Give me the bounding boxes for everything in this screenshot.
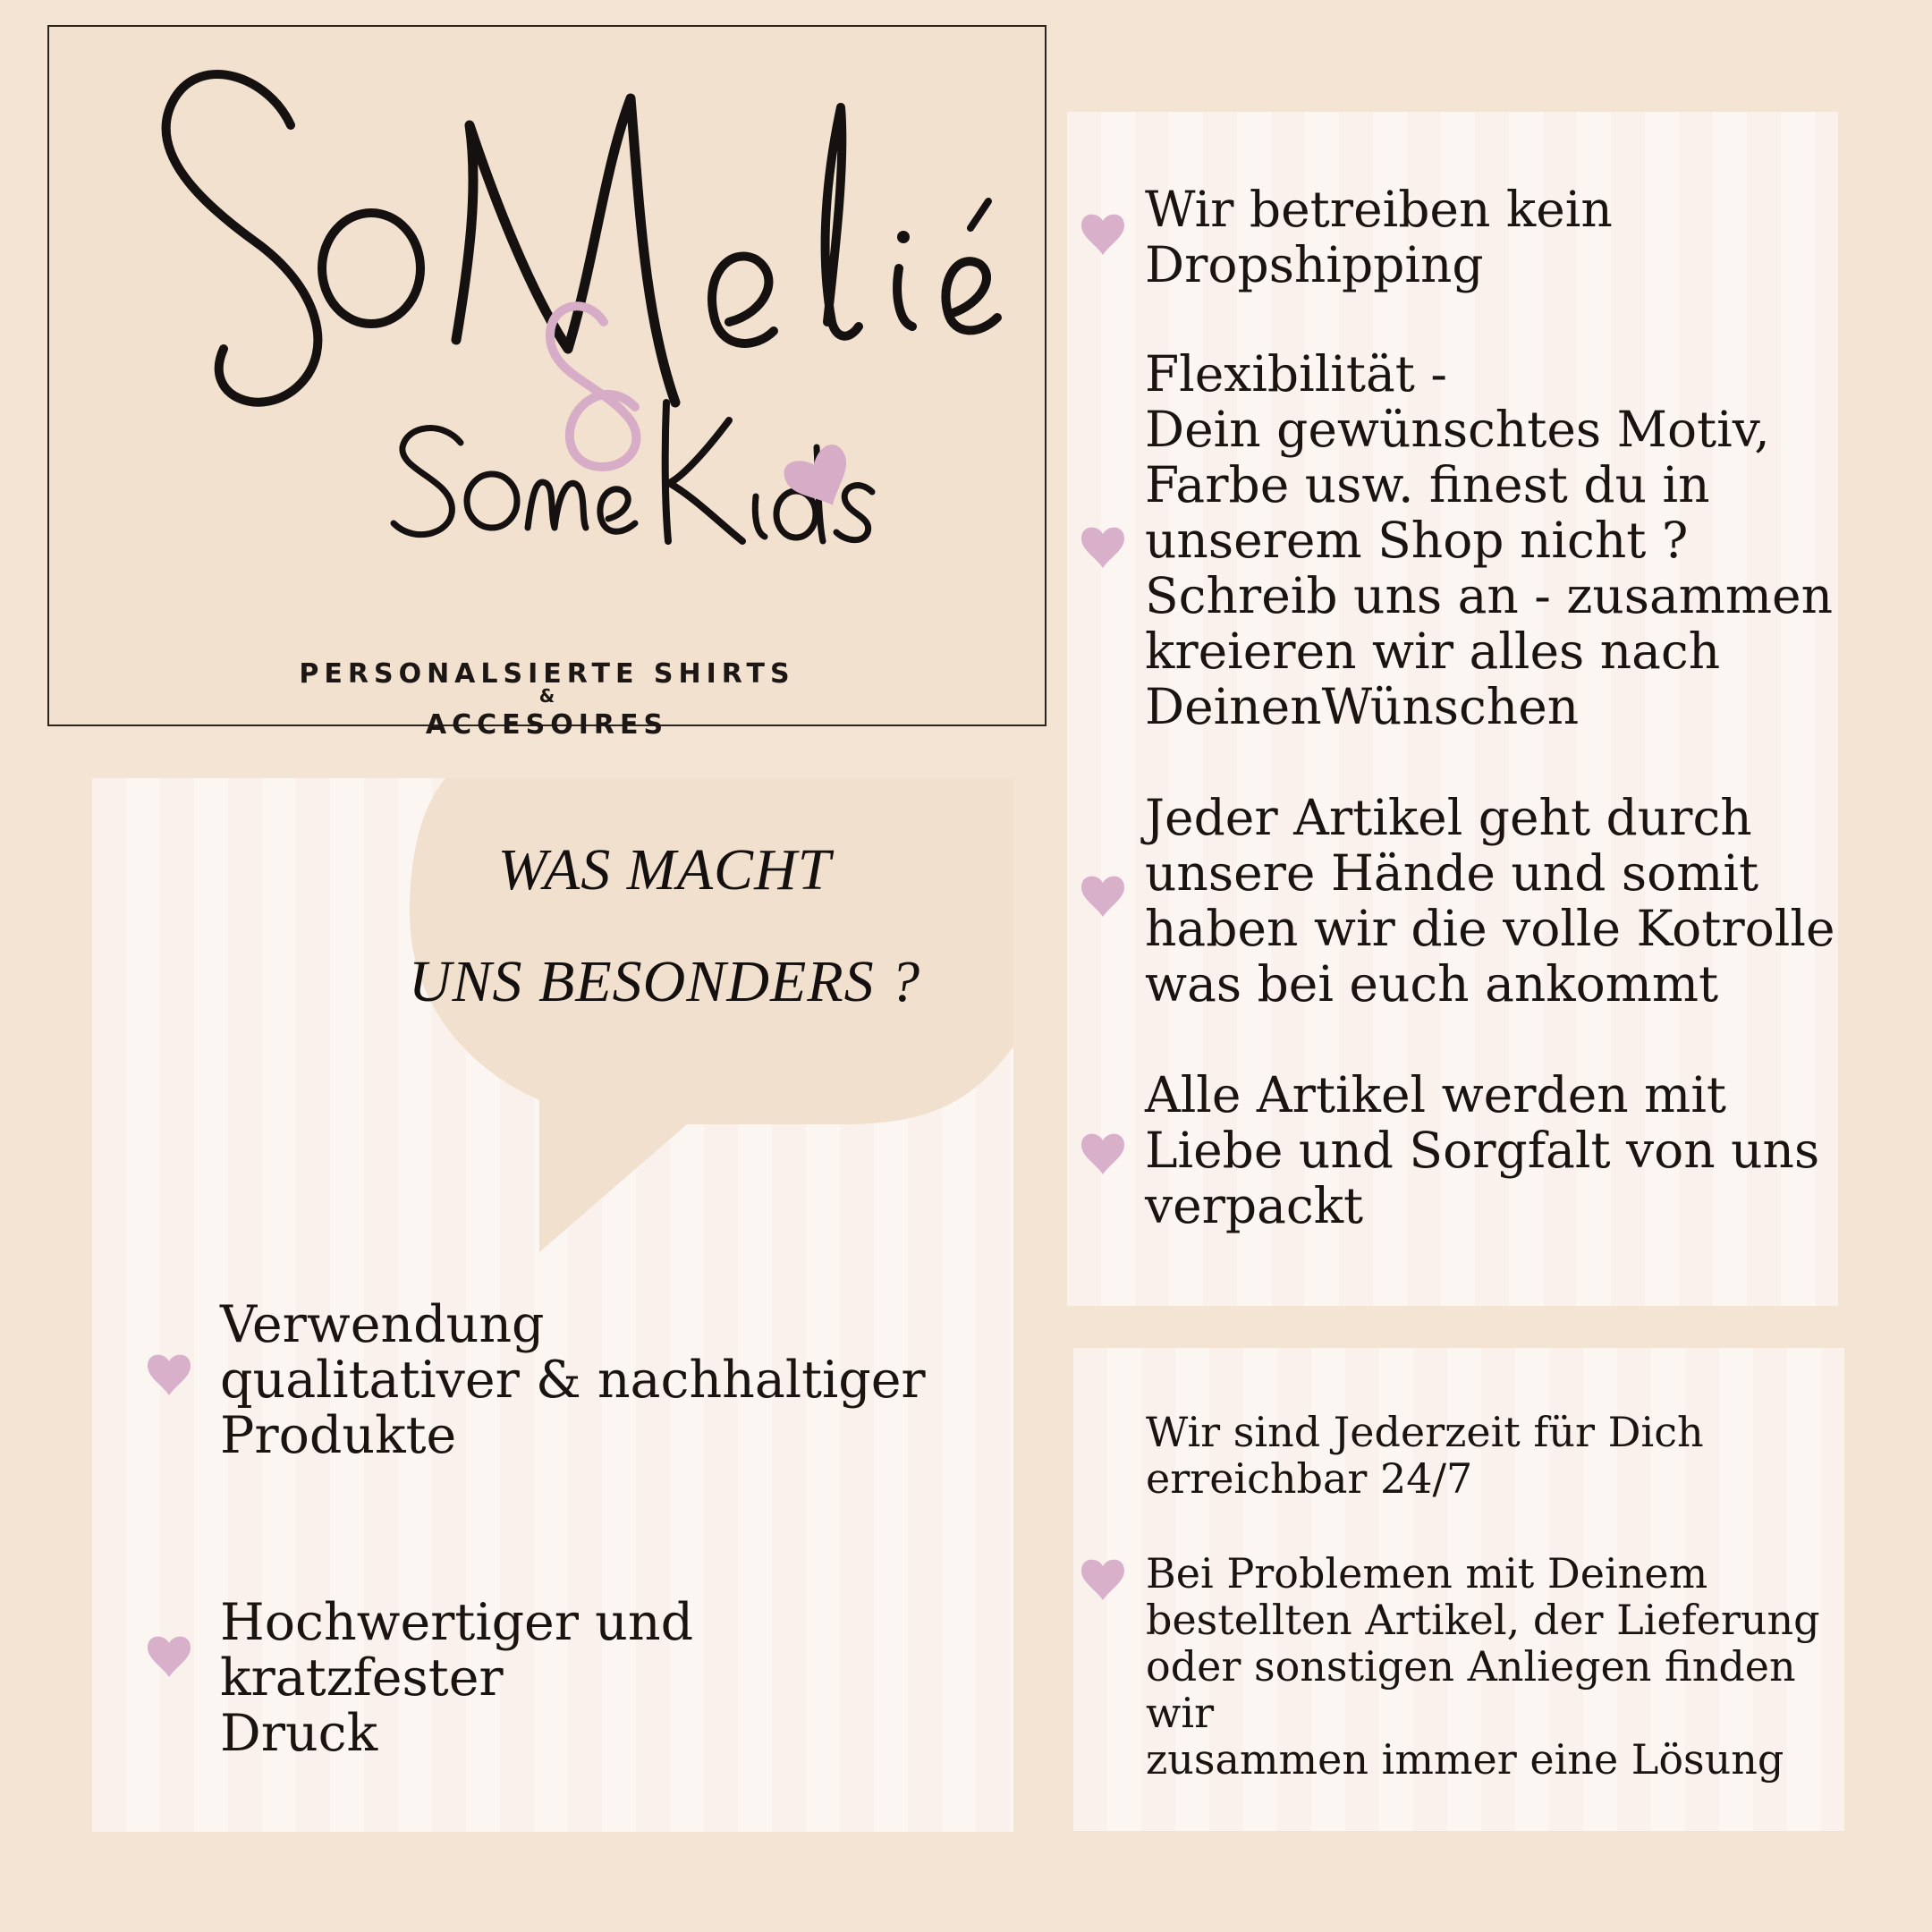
right-bottom-panel <box>1073 1348 1844 1831</box>
feature-flexibility: Flexibilität - Dein gewünschtes Motiv, Farbe usw. finest du in unserem Shop nicht ? Schreib uns an - zusammen kreieren wir alles nach DeinenWünschen <box>1145 345 1834 735</box>
heart-icon <box>1080 210 1126 255</box>
bubble-title-line1: WAS MACHT <box>497 837 832 902</box>
heart-icon <box>1080 523 1126 568</box>
heart-icon <box>146 1632 192 1677</box>
tagline-ampersand: & <box>538 685 555 707</box>
heart-icon <box>146 1351 192 1395</box>
tagline-line1: PERSONALSIERTE SHIRTS <box>299 658 795 690</box>
right-top-panel <box>1067 112 1838 1306</box>
feature-quality-control: Jeder Artikel geht durch unsere Hände und somit haben wir die volle Kotrolle was bei euch ankommt <box>1145 789 1835 1013</box>
tagline-line2: ACCESOIRES <box>425 709 669 741</box>
feature-quality-products: Verwendung qualitativer & nachhaltiger Produkte <box>220 1295 926 1465</box>
heart-icon <box>1080 1555 1126 1600</box>
support-problem-solving: Bei Problemen mit Deinem bestellten Artikel, der Lieferung oder sonstigen Anliegen finden wir zusammen immer eine Lösung <box>1146 1549 1820 1784</box>
logo-box <box>47 25 1046 741</box>
feature-careful-packaging: Alle Artikel werden mit Liebe und Sorgfalt von uns verpackt <box>1145 1066 1820 1234</box>
support-availability: Wir sind Jederzeit für Dich erreichbar 24/7 <box>1146 1408 1704 1503</box>
brand-logo <box>49 27 1045 653</box>
feature-print-quality: Hochwertiger und kratzfester Druck <box>220 1593 694 1763</box>
heart-icon <box>1080 1130 1126 1174</box>
bubble-title-line2: UNS BESONDERS ? <box>408 949 921 1014</box>
heart-icon <box>1080 872 1126 917</box>
left-panel <box>92 778 1013 1832</box>
feature-no-dropshipping: Wir betreiben kein Dropshipping <box>1145 181 1613 293</box>
